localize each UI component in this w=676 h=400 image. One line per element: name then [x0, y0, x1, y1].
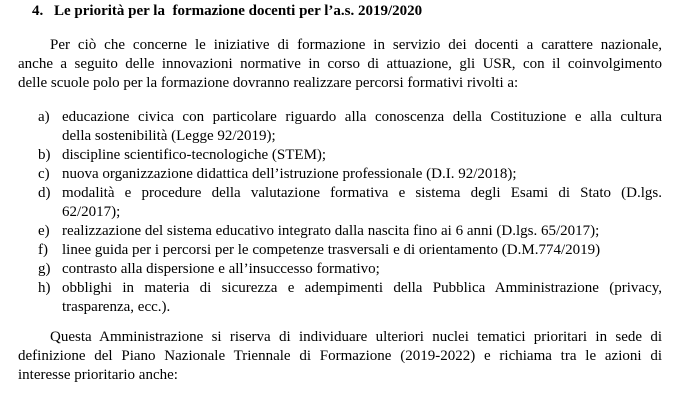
list-marker: h) — [38, 280, 51, 296]
list-item-text: contrasto alla dispersione e all’insuccesso formativo; — [62, 261, 380, 277]
priority-list — [38, 108, 662, 317]
outro-line: interesse prioritario anche: — [18, 367, 178, 383]
outro-paragraph — [18, 328, 662, 385]
list-marker: c) — [38, 166, 50, 182]
list-item — [38, 108, 662, 146]
list-marker: g) — [38, 261, 51, 277]
list-item — [38, 260, 662, 279]
list-item-text: trasparenza, ecc.). — [62, 299, 171, 315]
list-item — [38, 222, 662, 241]
list-marker: a) — [38, 109, 50, 125]
list-item-text: discipline scientifico-tecnologiche (STEM); — [62, 147, 327, 163]
list-item-text: modalità e procedure della valutazione formativa e sistema degli Esami di Stato (D.lgs. — [62, 185, 662, 201]
list-item-text: obblighi in materia di sicurezza e adempimenti della Pubblica Amministrazione (privacy, — [62, 280, 662, 296]
list-marker: b) — [38, 147, 51, 163]
intro-line: delle scuole polo per la formazione dovranno realizzare percorsi formativi rivolti a: — [18, 75, 519, 91]
section-heading — [32, 2, 422, 21]
list-item-text: realizzazione del sistema educativo integrato dalla nascita fino ai 6 anni (D.lgs. 65/2017); — [62, 223, 600, 239]
list-item-text: della sostenibilità (Legge 92/2019); — [62, 128, 276, 144]
list-item — [38, 165, 662, 184]
list-item — [38, 184, 662, 222]
section-number: 4. — [32, 3, 44, 19]
intro-line: Per ciò che concerne le iniziative di formazione in servizio dei docenti a carattere nazionale, — [50, 37, 662, 53]
outro-line: Questa Amministrazione si riserva di individuare ulteriori nuclei tematici prioritari in sede di — [50, 329, 662, 345]
section-title: Le priorità per la formazione docenti per l’a.s. 2019/2020 — [54, 3, 423, 19]
outro-line: definizione del Piano Nazionale Triennale di Formazione (2019-2022) e richiama tra le azioni di — [18, 348, 662, 364]
list-marker: d) — [38, 185, 51, 201]
list-item-text: nuova organizzazione didattica dell’istruzione professionale (D.I. 92/2018); — [62, 166, 517, 182]
list-item — [38, 146, 662, 165]
list-item — [38, 279, 662, 317]
intro-line: anche a seguito delle innovazioni normative in corso di attuazione, gli USR, con il coinvolgimento — [18, 56, 662, 72]
list-marker: f) — [38, 242, 48, 258]
intro-paragraph — [18, 36, 662, 93]
list-item — [38, 241, 662, 260]
list-marker: e) — [38, 223, 50, 239]
list-item-text: 62/2017); — [62, 204, 121, 220]
list-item-text: educazione civica con particolare riguardo alla conoscenza della Costituzione e alla cultura — [62, 109, 662, 125]
list-item-text: linee guida per i percorsi per le competenze trasversali e di orientamento (D.M.774/2019) — [62, 242, 601, 258]
